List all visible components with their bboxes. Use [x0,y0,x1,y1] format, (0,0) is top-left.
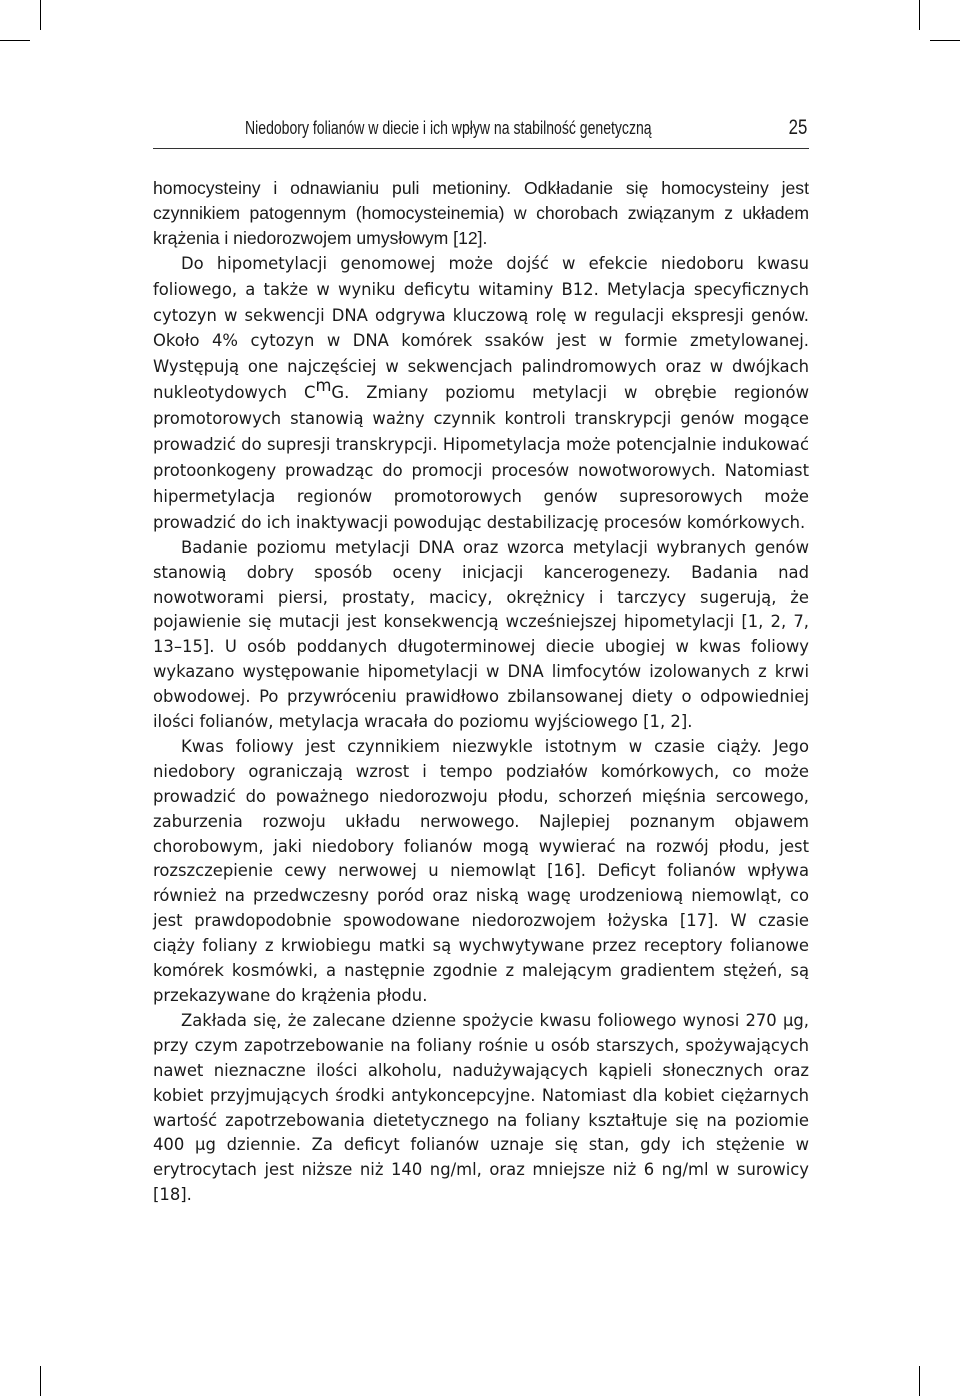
crop-mark [930,40,960,41]
body-text [153,176,809,1208]
paragraph-text: Do hipometylacji genomowej może dojść w efekcie niedoboru kwasu foliowego, a także w wyniku deficytu witaminy B12. Metylacja specyficznych cytozyn w sekwencji DNA odgrywa kluczową rolę w regulacji ekspresji genów. Około 4% cytozyn w DNA komórek ssaków jest w formie zmetylowanej. Występują one najczęściej w sekwencjach palindromowych oraz w dwójkach nukleotydowych C [153,253,809,403]
paragraph [153,1009,809,1208]
paragraph-text: Zakłada się, że zalecane dzienne spożycie kwasu foliowego wynosi 270 µg, przy czym zapotrzebowanie na foliany rośnie u osób starszych, spożywających nawet nieznaczne ilości alkoholu, nadużywających kąpieli słonecznych oraz kobiet przyjmujących środki antykoncepcyjne. Natomiast dla kobiet ciężarnych wartość zapotrzebowania dietetycznego na foliany kształtuje się na poziomie 400 µg dziennie. Za deficyt folianów uznaje się stan, gdy ich stężenie w erytrocytach jest niższe niż 140 ng/ml, oraz mniejsze niż 6 ng/ml w surowicy [18]. [153,1010,809,1205]
paragraph [153,251,809,536]
crop-mark [0,40,30,41]
paragraph [153,176,809,251]
crop-mark [40,1366,41,1396]
paragraph-text: G. Zmiany poziomu metylacji w obrębie regionów promotorowych stanowią ważny czynnik kontroli transkrypcji genów mogące prowadzić do supresji transkrypcji. Hipometylacja może potencjalnie indukować protoonkogeny prowadząc do promocji procesów nowotworowych. Natomiast hipermetylacja regionów promotorowych genów supresorowych może prowadzić do ich inaktywacji powodując destabilizację procesów komórkowych. [153,383,809,532]
superscript: m [315,376,332,396]
paragraph [153,536,809,735]
paragraph-text: Kwas foliowy jest czynnikiem niezwykle istotnym w czasie ciąży. Jego niedobory ograniczają wzrost i tempo podziałów komórkowych, co może prowadzić do poważnego niedorozwoju płodu, schorzeń mięśnia sercowego, zaburzenia rozwoju układu nerwowego. Najlepiej poznanym objawem chorobowym, jaki niedobory folianów mogą wywierać na rozwój płodu, jest rozszczepienie cewy nerwowej u niemowląt [16]. Deficyt folianów wpływa również na przedwczesny poród oraz niską wagę urodzeniową niemowląt, co jest prawdopodobnie spowodowane niedorozwojem łożyska [17]. W czasie ciąży foliany z krwiobiegu matki są wychwytywane przez receptory folianowe komórek kosmówki, a następnie zgodnie z malejącym gradientem stężeń, są przekazywane do krążenia płodu. [153,736,809,1005]
crop-mark [919,1366,920,1396]
crop-mark [40,0,41,30]
crop-mark [919,0,920,30]
paragraph-text: Badanie poziomu metylacji DNA oraz wzorca metylacji wybranych genów stanowią dobry sposób oceny inicjacji kancerogenezy. Badania nad nowotworami piersi, prostaty, macicy, okrężnicy i tarczycy sugerują, że pojawienie się mutacji jest konsekwencją wcześniejszej hipometylacji [1, 2, 7, 13–15]. U osób poddanych długoterminowej diecie ubogiej w kwas foliowy wykazano występowanie hipometylacji w DNA limfocytów izolowanych z krwi obwodowej. Po przywróceniu prawidłowo zbilansowanej diety o odpowiedniej ilości folianów, metylacja wracała do poziomu wyjściowego [1, 2]. [153,537,809,732]
running-title: Niedobory folianów w diecie i ich wpływ na stabilność genetyczną [245,118,652,138]
paragraph-text: homocysteiny i odnawianiu puli metioniny. Odkładanie się homocysteiny jest czynnikiem patogennym (homocysteinemia) w chorobach związanym z układem krążenia i niedorozwojem umysłowym [12]. [153,178,809,248]
page-number: 25 [788,116,807,139]
paragraph [153,735,809,1009]
running-header [153,110,809,149]
